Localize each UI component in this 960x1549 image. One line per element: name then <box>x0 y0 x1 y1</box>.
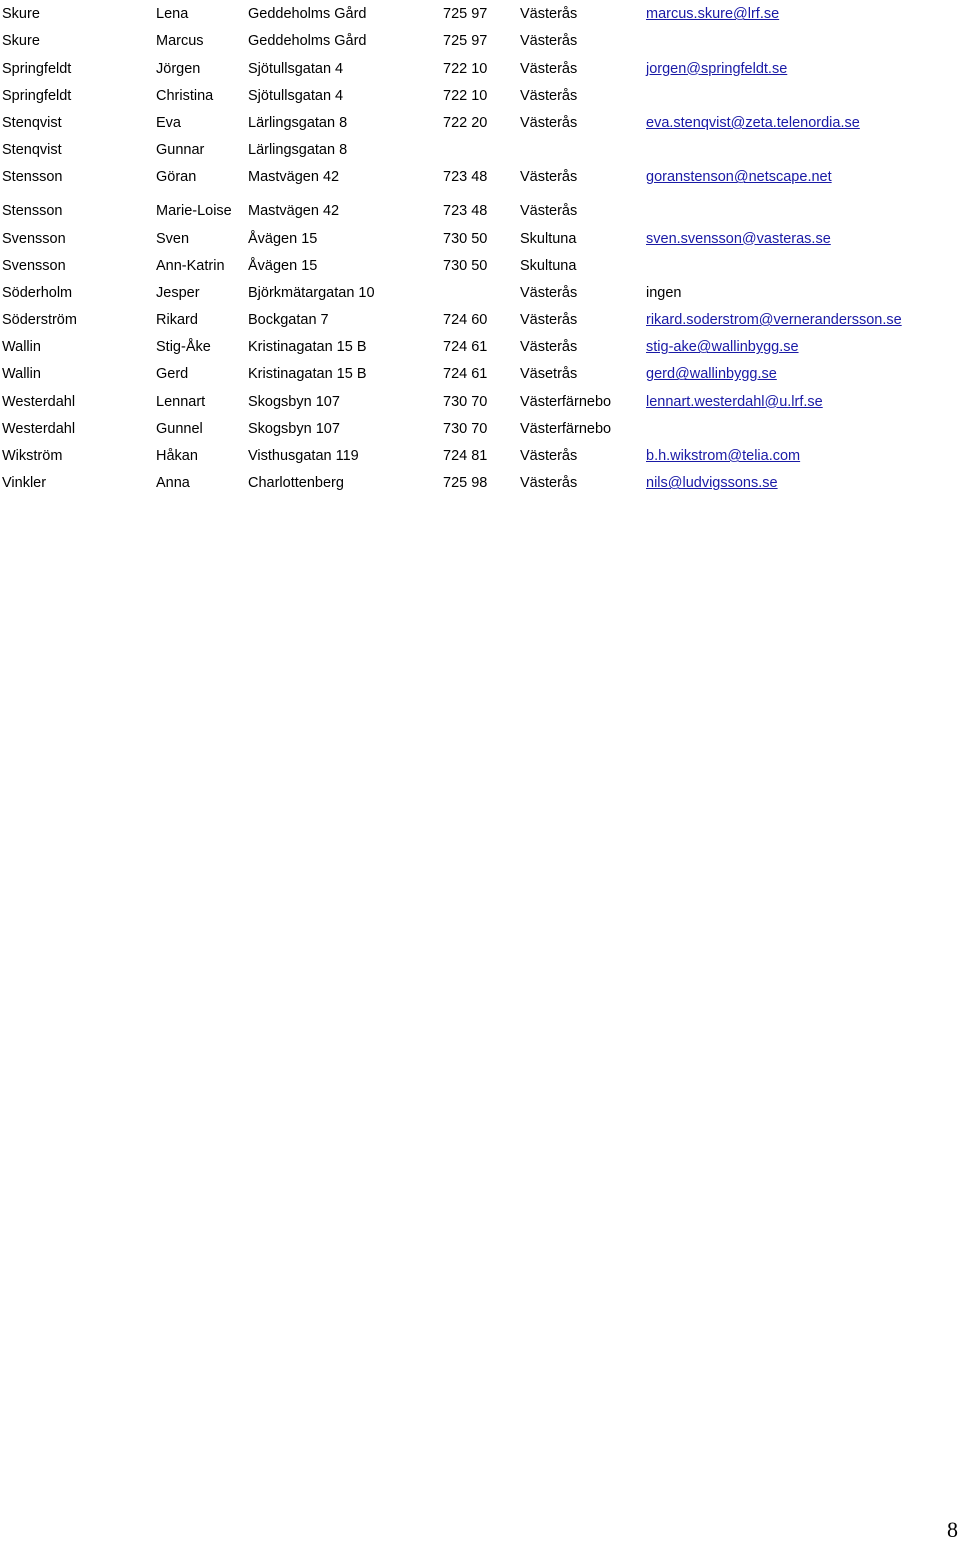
table-row <box>2 27 958 54</box>
postal-code-cell: 724 61 <box>443 339 488 356</box>
city-cell: Västerås <box>520 203 578 220</box>
table-row <box>2 387 958 414</box>
last-name-cell: Springfeldt <box>2 87 72 104</box>
first-name-cell: Lennart <box>156 393 206 410</box>
city-cell: Väsetrås <box>520 366 578 383</box>
page-number: 8 <box>947 1517 958 1542</box>
postal-code-cell: 725 97 <box>443 6 488 23</box>
address-cell: Kristinagatan 15 B <box>248 366 367 383</box>
table-row <box>2 190 958 224</box>
postal-code-cell: 724 61 <box>443 366 488 383</box>
city-cell: Västerås <box>520 33 578 50</box>
last-name-cell: Wallin <box>2 339 41 356</box>
first-name-cell: Jesper <box>156 284 200 301</box>
address-cell: Kristinagatan 15 B <box>248 339 367 356</box>
address-cell: Lärlingsgatan 8 <box>248 114 348 131</box>
postal-code-cell: 725 98 <box>443 475 488 492</box>
last-name-cell: Stenqvist <box>2 114 62 131</box>
first-name-cell: Eva <box>156 114 181 131</box>
email-link[interactable]: lennart.westerdahl@u.lrf.se <box>646 393 823 410</box>
last-name-cell: Svensson <box>2 257 66 274</box>
table-row <box>2 252 958 279</box>
last-name-cell: Stensson <box>2 203 63 220</box>
postal-code-cell: 730 70 <box>443 420 488 437</box>
postal-code-cell: 723 48 <box>443 169 488 186</box>
city-cell: Västerås <box>520 114 578 131</box>
postal-code-cell: 725 97 <box>443 33 488 50</box>
address-cell: Mastvägen 42 <box>248 169 340 186</box>
city-cell: Västerås <box>520 312 578 329</box>
table-row <box>2 279 958 306</box>
address-cell: Charlottenberg <box>248 475 344 492</box>
address-cell: Skogsbyn 107 <box>248 420 340 437</box>
address-cell: Åvägen 15 <box>248 230 318 247</box>
last-name-cell: Svensson <box>2 230 66 247</box>
first-name-cell: Marie-​Loise <box>156 203 232 220</box>
city-cell: Västerås <box>520 339 578 356</box>
city-cell: Västerås <box>520 60 578 77</box>
first-name-cell: Christina <box>156 87 214 104</box>
address-cell: Mastvägen 42 <box>248 203 340 220</box>
table-row <box>2 0 958 27</box>
first-name-cell: Sven <box>156 230 190 247</box>
address-cell: Åvägen 15 <box>248 257 318 274</box>
email-link[interactable]: stig-ake@wallinbygg.se <box>646 339 799 356</box>
city-cell: Västerfärnebo <box>520 420 612 437</box>
first-name-cell: Anna <box>156 475 190 492</box>
address-cell: Sjötullsgatan 4 <box>248 60 344 77</box>
table-row <box>2 163 958 190</box>
city-cell: Västerås <box>520 475 578 492</box>
postal-code-cell: 724 60 <box>443 312 488 329</box>
postal-code-cell: 722 10 <box>443 60 488 77</box>
city-cell: Västerfärnebo <box>520 393 612 410</box>
last-name-cell: Skure <box>2 6 40 23</box>
email-link[interactable]: b.h.wikstrom@telia.com <box>646 448 801 464</box>
email-link[interactable]: eva.stenqvist@zeta.telenordia.se <box>646 114 860 131</box>
table-row <box>2 360 958 387</box>
last-name-cell: Westerdahl <box>2 393 76 410</box>
last-name-cell: Springfeldt <box>2 60 72 77</box>
address-cell: Geddeholms Gård <box>248 6 367 23</box>
first-name-cell: Lena <box>156 6 189 23</box>
last-name-cell: Stenqvist <box>2 142 62 159</box>
address-cell: Visthusgatan 119 <box>248 448 359 464</box>
table-row <box>2 306 958 333</box>
table-row <box>2 82 958 109</box>
email-link[interactable]: sven.svensson@vasteras.se <box>646 230 831 247</box>
table-row <box>2 415 958 442</box>
city-cell: Västerås <box>520 169 578 186</box>
last-name-cell: Westerdahl <box>2 420 76 437</box>
member-list-table <box>2 0 958 496</box>
city-cell: Västerås <box>520 6 578 23</box>
email-link[interactable]: marcus.skure@lrf.se <box>646 6 780 23</box>
last-name-cell: Stensson <box>2 169 63 186</box>
city-cell: Västerås <box>520 284 578 301</box>
first-name-cell: Gunnel <box>156 420 203 437</box>
email-link[interactable]: nils@ludvigssons.se <box>646 475 778 492</box>
first-name-cell: Gerd <box>156 366 189 383</box>
postal-code-cell: 724 81 <box>443 448 488 464</box>
email-link[interactable]: rikard.soderstrom@vernerandersson.se <box>646 312 902 329</box>
email-link[interactable]: gerd@wallinbygg.se <box>646 366 777 383</box>
postal-code-cell: 722 20 <box>443 114 488 131</box>
address-cell: Bockgatan 7 <box>248 312 329 329</box>
first-name-cell: Stig-Åke <box>156 339 211 356</box>
first-name-cell: Göran <box>156 169 197 186</box>
table-row <box>2 442 958 469</box>
table-row <box>2 224 958 251</box>
city-cell: Västerås <box>520 87 578 104</box>
table-row <box>2 136 958 163</box>
city-cell: Västerås <box>520 448 578 464</box>
address-cell: Geddeholms Gård <box>248 33 367 50</box>
postal-code-cell: 730 70 <box>443 393 488 410</box>
table-row <box>2 333 958 360</box>
address-cell: Sjötullsgatan 4 <box>248 87 344 104</box>
city-cell: Skultuna <box>520 230 577 247</box>
table-row <box>2 469 958 496</box>
last-name-cell: Skure <box>2 33 40 50</box>
address-cell: Lärlingsgatan 8 <box>248 142 348 159</box>
address-cell: Skogsbyn 107 <box>248 393 340 410</box>
last-name-cell: Wallin <box>2 366 41 383</box>
city-cell: Skultuna <box>520 257 577 274</box>
last-name-cell: Wikström <box>2 448 63 464</box>
table-row <box>2 54 958 81</box>
postal-code-cell: 723 48 <box>443 203 488 220</box>
postal-code-cell: 730 50 <box>443 257 488 274</box>
last-name-cell: Vinkler <box>2 475 47 492</box>
first-name-cell: Jörgen <box>156 60 201 77</box>
address-cell: Björkmätargatan 10 <box>248 284 375 301</box>
first-name-cell: Håkan <box>156 448 198 464</box>
email-link[interactable]: goranstenson@netscape.net <box>646 169 832 186</box>
first-name-cell: Ann-Katrin <box>156 257 225 274</box>
last-name-cell: Söderholm <box>2 284 73 301</box>
email-link[interactable]: jorgen@springfeldt.se <box>646 60 788 77</box>
table-row <box>2 109 958 136</box>
last-name-cell: Söderström <box>2 312 77 329</box>
postal-code-cell: 730 50 <box>443 230 488 247</box>
email-note-cell: ingen <box>646 284 682 301</box>
first-name-cell: Gunnar <box>156 142 205 159</box>
postal-code-cell: 722 10 <box>443 87 488 104</box>
first-name-cell: Marcus <box>156 33 204 50</box>
first-name-cell: Rikard <box>156 312 198 329</box>
